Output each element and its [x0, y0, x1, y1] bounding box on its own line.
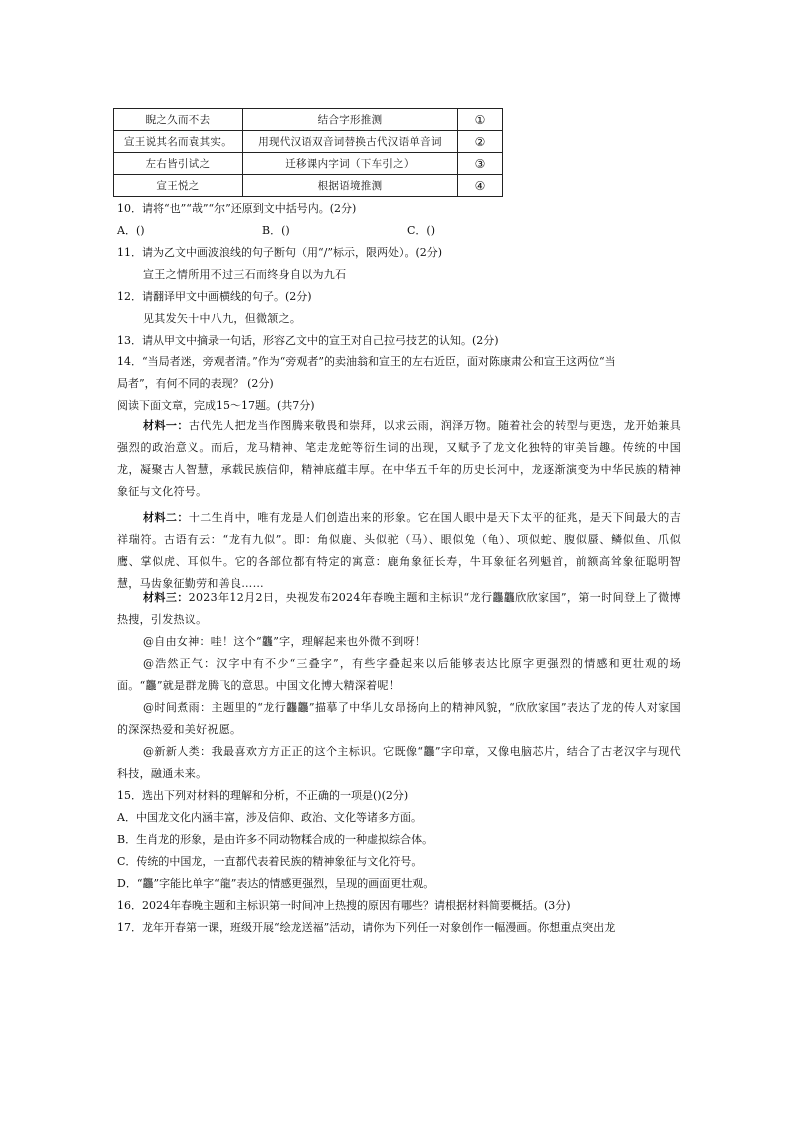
material-2-text: 十二生肖中，唯有龙是人们创造出来的形象。它在国人眼中是天下太平的征兆，是天下间最大的吉祥瑞符。古语有云：“龙有九似”。即：角似鹿、头似驼（马）、眼似兔（龟）、项似蛇、腹似蜃、鳞似鱼、爪似鹰、掌似虎、耳似牛。它的各部位都有特定的寓意：鹿角象征长寿，牛耳象征名列魁首，前额高耸象征聪明智慧，马齿象征勤劳和善良……: [117, 511, 682, 590]
question-10-options: [117, 223, 552, 239]
option-a: A．(): [117, 224, 145, 237]
material-3-text: 2023年12月2日，央视发布2024年春晚主题和主标识“龙行龘龘欣欣家国”，第一时间登上了微博热搜，引发热议。: [117, 591, 681, 626]
table-number: ②: [458, 131, 503, 153]
material-1-text: 古代先人把龙当作图腾来敬畏和崇拜，以求云雨，润泽万物。随着社会的转型与更迭，龙开始兼具强烈的政治意义。而后，龙马精神、笔走龙蛇等衍生词的出现，又赋予了龙文化独特的审美旨趣。传统的中国龙，凝聚古人智慧，承载民族信仰，精神底蕴丰厚。在中华五千年的历史长河中，龙逐渐演变为中华民族的精神象征与文化符号。: [117, 419, 682, 498]
material-2: [117, 507, 681, 595]
question-11: 11．请为乙文中画波浪线的句子断句（用“/”标示，限两处）。(2分): [117, 246, 443, 259]
question-15: 15．选出下列对材料的理解和分析，不正确的一项是()(2分): [117, 789, 409, 802]
table-row: [114, 109, 503, 131]
question-14-line-2: 局者”，有何不同的表现？ (2分): [117, 377, 274, 390]
comment-4: @新新人类：我最喜欢方方正正的这个主标识。它既像“龘”字印章，又像电脑芯片，结合了古老汉字与现代科技，融通未来。: [117, 745, 681, 780]
question-13: 13．请从甲文中摘录一句话，形容乙文中的宣王对自己拉弓技艺的认知。(2分): [117, 334, 499, 347]
table-phrase: 宣王悦之: [114, 175, 243, 197]
question-12-sentence: 见其发矢十中八九，但微颔之。: [143, 312, 302, 325]
table-phrase: 左右皆引试之: [114, 153, 243, 175]
comment-2: @浩然正气：汉字中有不少“三叠字”，有些字叠起来以后能够表达比原字更强烈的情感和更壮观的场面。“龘”就是群龙腾飞的意思。中国文化博大精深着呢！: [117, 657, 681, 692]
option-c: C．(): [407, 224, 435, 237]
question-15-option-b: B．生肖龙的形象，是由许多不同动物糅合成的一种虚拟综合体。: [117, 833, 434, 846]
material-3-label: 材料三：: [143, 591, 189, 604]
material-2-label: 材料二：: [143, 511, 189, 524]
reading-intro: 阅读下面文章，完成15～17题。(共7分): [117, 399, 315, 412]
question-15-option-c: C．传统的中国龙，一直都代表着民族的精神象征与文化符号。: [117, 855, 423, 868]
question-12: 12．请翻译甲文中画横线的句子。(2分): [117, 290, 312, 303]
table-number: ①: [458, 109, 503, 131]
table-method: 根据语境推测: [243, 175, 458, 197]
method-table: [113, 108, 503, 197]
table-row: [114, 131, 503, 153]
question-11-sentence: 宣王之情所用不过三石而终身自以为九石: [143, 268, 347, 281]
option-b: B．(): [262, 224, 290, 237]
question-15-option-a: A．中国龙文化内涵丰富，涉及信仰、政治、文化等诸多方面。: [117, 811, 422, 824]
table-number: ④: [458, 175, 503, 197]
material-1-label: 材料一：: [143, 419, 189, 432]
table-number: ③: [458, 153, 503, 175]
comment-3: @时间煮雨：主题里的“龙行龘龘”描摹了中华儿女昂扬向上的精神风貌，“欣欣家国”表达了龙的传人对家国的深深热爱和美好祝愿。: [117, 701, 681, 736]
material-1: [117, 415, 681, 503]
comment-1: @自由女神：哇！这个“龘”字，理解起来也外微不到呀！: [143, 635, 427, 648]
question-15-option-d: D．“龘”字能比单字“龍”表达的情感更强烈，呈现的画面更壮观。: [117, 877, 435, 890]
question-10: 10．请将“也”“哉”“尔”还原到文中括号内。(2分): [117, 202, 357, 215]
table-row: [114, 175, 503, 197]
question-16: 16．2024年春晚主题和主标识第一时间冲上热搜的原因有哪些？请根据材料简要概括。(3分): [117, 899, 571, 912]
material-3: [117, 587, 681, 631]
table-method: 用现代汉语双音词替换古代汉语单音词: [243, 131, 458, 153]
table-row: [114, 153, 503, 175]
question-17: 17．龙年开春第一课，班级开展“绘龙送福”活动，请你为下列任一对象创作一幅漫画。你想重点突出龙: [117, 921, 616, 934]
table-method: 结合字形推测: [243, 109, 458, 131]
table-phrase: 宣王说其名而袁其实。: [114, 131, 243, 153]
table-phrase: 睨之久而不去: [114, 109, 243, 131]
table-method: 迁移课内字词（下车引之）: [243, 153, 458, 175]
question-14-line-1: 14．“当局者迷，旁观者清。”作为“旁观者”的卖油翁和宣王的左右近臣，面对陈康肃公和宣王这两位“当: [117, 355, 616, 368]
